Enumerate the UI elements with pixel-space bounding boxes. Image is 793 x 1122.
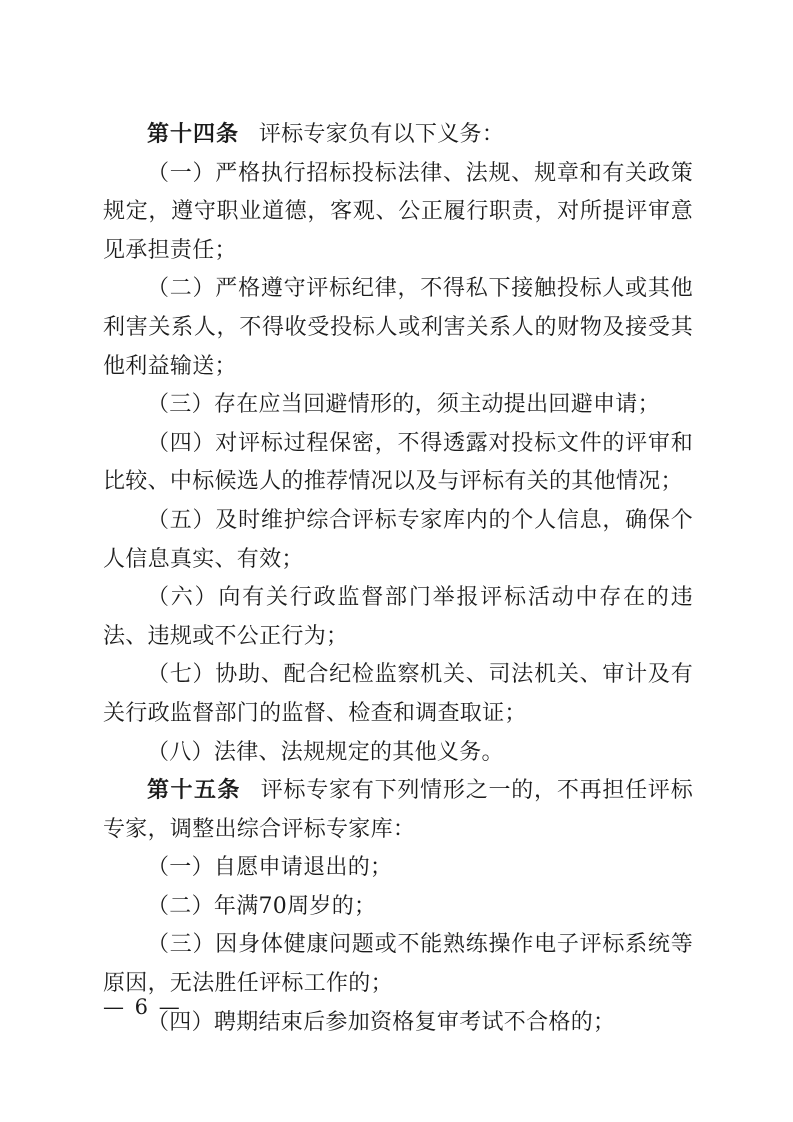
article-14-item-5: （五）及时维护综合评标专家库内的个人信息，确保个人信息真实、有效； bbox=[103, 507, 693, 572]
article-14-lead: 评标专家负有以下义务： bbox=[258, 122, 505, 147]
article-14-item-2: （二）严格遵守评标纪律，不得私下接触投标人或其他利害关系人，不得收受投标人或利害关系人的财物及接受其他利益输送； bbox=[103, 276, 693, 379]
article-15-item-2: （二）年满70周岁的； bbox=[147, 893, 377, 919]
article-15-item-4: （四）聘期结束后参加资格复审考试不合格的； bbox=[147, 1009, 616, 1035]
article-14-item-7: （七）协助、配合纪检监察机关、司法机关、审计及有关行政监督部门的监督、检查和调查取证； bbox=[103, 662, 693, 726]
article-14-item-6: （六）向有关行政监督部门举报评标活动中存在的违法、违规或不公正行为； bbox=[103, 585, 693, 649]
article-15-lead: 评标专家有下列情形之一的，不再担任评标专家，调整出综合评标专家库： bbox=[103, 778, 693, 842]
article-14-item-1: （一）严格执行招标投标法律、法规、规章和有关政策规定，遵守职业道德，客观、公正履行职责，对所提评审意见承担责任； bbox=[103, 160, 693, 263]
document-body bbox=[103, 116, 693, 1042]
article-14-item-4: （四）对评标过程保密，不得透露对投标文件的评审和比较、中标候选人的推荐情况以及与评标有关的其他情况； bbox=[103, 430, 693, 495]
article-14-heading-paragraph bbox=[103, 116, 693, 155]
page-number: — 6 — bbox=[103, 995, 182, 1019]
page-footer bbox=[103, 995, 182, 1019]
article-15-item-3: （三）因身体健康问题或不能熟练操作电子评标系统等原因，无法胜任评标工作的； bbox=[103, 932, 693, 997]
article-15-number: 第十五条 bbox=[147, 778, 241, 804]
article-14-item-3: （三）存在应当回避情形的，须主动提出回避申请； bbox=[147, 392, 660, 418]
article-14-number: 第十四条 bbox=[147, 122, 240, 147]
article-14-item-8: （八）法律、法规规定的其他义务。 bbox=[147, 739, 504, 765]
article-15-heading-paragraph bbox=[103, 772, 693, 849]
article-15-item-1: （一）自愿申请退出的； bbox=[147, 855, 393, 881]
